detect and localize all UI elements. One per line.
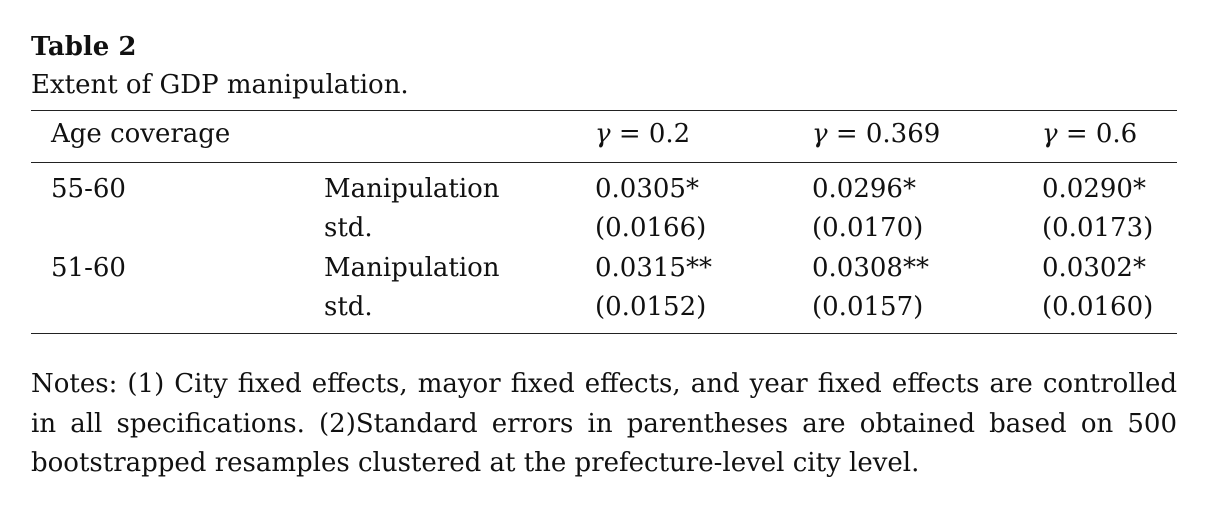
table-cell: (0.0152) xyxy=(595,292,707,322)
table-cell: (0.0170) xyxy=(812,213,924,243)
table-cell: 0.0290* xyxy=(1042,174,1146,204)
header-gamma-0-6 xyxy=(1042,117,1137,151)
table-notes: Notes: (1) City fixed effects, mayor fixed effects, and year fixed effects are controlled in all specifications. (2)Standard errors in parentheses are obtained based on 500 bootstrapped resamples clustered at the prefecture-level city level. xyxy=(31,369,1177,478)
table-cell: 0.0308** xyxy=(812,253,929,283)
gamma-symbol: γ xyxy=(1042,119,1058,149)
header-age-coverage: Age coverage xyxy=(51,119,231,149)
table-cell: (0.0173) xyxy=(1042,213,1154,243)
table-title: Table 2 xyxy=(31,32,137,62)
row-age: 55-60 xyxy=(51,174,126,204)
header-gamma-value: = 0.6 xyxy=(1065,119,1138,149)
table-cell: 0.0302* xyxy=(1042,253,1146,283)
table-cell: (0.0166) xyxy=(595,213,707,243)
gamma-symbol: γ xyxy=(812,119,828,149)
table-cell: 0.0305* xyxy=(595,174,699,204)
table-bottom-rule xyxy=(31,333,1177,334)
table-caption: Extent of GDP manipulation. xyxy=(31,70,409,100)
table-cell: 0.0296* xyxy=(812,174,916,204)
table-header-rule xyxy=(31,162,1177,163)
table-cell: (0.0157) xyxy=(812,292,924,322)
row-label-manipulation: Manipulation xyxy=(324,253,500,283)
gamma-symbol: γ xyxy=(595,119,611,149)
header-gamma-0-2 xyxy=(595,117,690,151)
header-gamma-value: = 0.369 xyxy=(835,119,941,149)
row-age: 51-60 xyxy=(51,253,126,283)
header-gamma-0-369 xyxy=(812,117,940,151)
row-label-std: std. xyxy=(324,292,373,322)
table-top-rule xyxy=(31,110,1177,111)
row-label-std: std. xyxy=(324,213,373,243)
row-label-manipulation: Manipulation xyxy=(324,174,500,204)
table-cell: 0.0315** xyxy=(595,253,712,283)
table-cell: (0.0160) xyxy=(1042,292,1154,322)
header-gamma-value: = 0.2 xyxy=(618,119,691,149)
